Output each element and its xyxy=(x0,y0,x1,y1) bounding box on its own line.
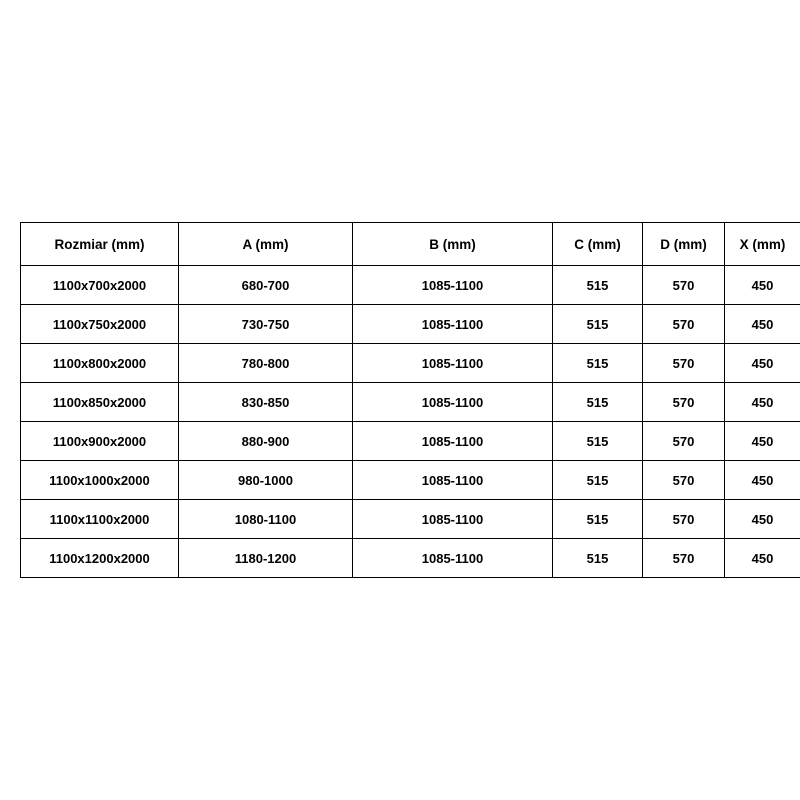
table-row xyxy=(21,305,800,344)
cell-rozmiar: 1100x1200x2000 xyxy=(21,539,179,578)
cell-b: 1085-1100 xyxy=(353,266,553,305)
table-row xyxy=(21,422,800,461)
specification-table-container xyxy=(20,222,786,578)
cell-a: 730-750 xyxy=(179,305,353,344)
cell-d: 570 xyxy=(643,539,725,578)
column-header-c: C (mm) xyxy=(553,223,643,266)
cell-d: 570 xyxy=(643,461,725,500)
table-header xyxy=(21,223,800,266)
cell-rozmiar: 1100x850x2000 xyxy=(21,383,179,422)
column-header-x: X (mm) xyxy=(725,223,800,266)
cell-x: 450 xyxy=(725,539,800,578)
cell-c: 515 xyxy=(553,422,643,461)
column-header-rozmiar: Rozmiar (mm) xyxy=(21,223,179,266)
cell-rozmiar: 1100x750x2000 xyxy=(21,305,179,344)
cell-d: 570 xyxy=(643,383,725,422)
table-row xyxy=(21,344,800,383)
cell-d: 570 xyxy=(643,266,725,305)
cell-rozmiar: 1100x1000x2000 xyxy=(21,461,179,500)
cell-d: 570 xyxy=(643,422,725,461)
cell-a: 780-800 xyxy=(179,344,353,383)
cell-c: 515 xyxy=(553,383,643,422)
table-row xyxy=(21,461,800,500)
cell-d: 570 xyxy=(643,500,725,539)
cell-x: 450 xyxy=(725,305,800,344)
table-row xyxy=(21,266,800,305)
table-body xyxy=(21,266,800,578)
cell-c: 515 xyxy=(553,461,643,500)
cell-c: 515 xyxy=(553,500,643,539)
cell-a: 680-700 xyxy=(179,266,353,305)
cell-b: 1085-1100 xyxy=(353,461,553,500)
cell-b: 1085-1100 xyxy=(353,539,553,578)
cell-x: 450 xyxy=(725,383,800,422)
column-header-b: B (mm) xyxy=(353,223,553,266)
cell-c: 515 xyxy=(553,266,643,305)
cell-d: 570 xyxy=(643,305,725,344)
table-row xyxy=(21,383,800,422)
cell-rozmiar: 1100x900x2000 xyxy=(21,422,179,461)
cell-x: 450 xyxy=(725,266,800,305)
cell-b: 1085-1100 xyxy=(353,383,553,422)
table-row xyxy=(21,500,800,539)
cell-c: 515 xyxy=(553,539,643,578)
cell-x: 450 xyxy=(725,422,800,461)
cell-rozmiar: 1100x800x2000 xyxy=(21,344,179,383)
cell-a: 1080-1100 xyxy=(179,500,353,539)
cell-d: 570 xyxy=(643,344,725,383)
table-header-row xyxy=(21,223,800,266)
cell-rozmiar: 1100x1100x2000 xyxy=(21,500,179,539)
cell-a: 830-850 xyxy=(179,383,353,422)
column-header-a: A (mm) xyxy=(179,223,353,266)
cell-rozmiar: 1100x700x2000 xyxy=(21,266,179,305)
cell-c: 515 xyxy=(553,305,643,344)
specification-table xyxy=(20,222,800,578)
cell-a: 1180-1200 xyxy=(179,539,353,578)
cell-b: 1085-1100 xyxy=(353,305,553,344)
cell-x: 450 xyxy=(725,344,800,383)
column-header-d: D (mm) xyxy=(643,223,725,266)
cell-a: 880-900 xyxy=(179,422,353,461)
cell-b: 1085-1100 xyxy=(353,500,553,539)
cell-x: 450 xyxy=(725,461,800,500)
cell-b: 1085-1100 xyxy=(353,422,553,461)
cell-c: 515 xyxy=(553,344,643,383)
cell-b: 1085-1100 xyxy=(353,344,553,383)
cell-x: 450 xyxy=(725,500,800,539)
table-row xyxy=(21,539,800,578)
cell-a: 980-1000 xyxy=(179,461,353,500)
